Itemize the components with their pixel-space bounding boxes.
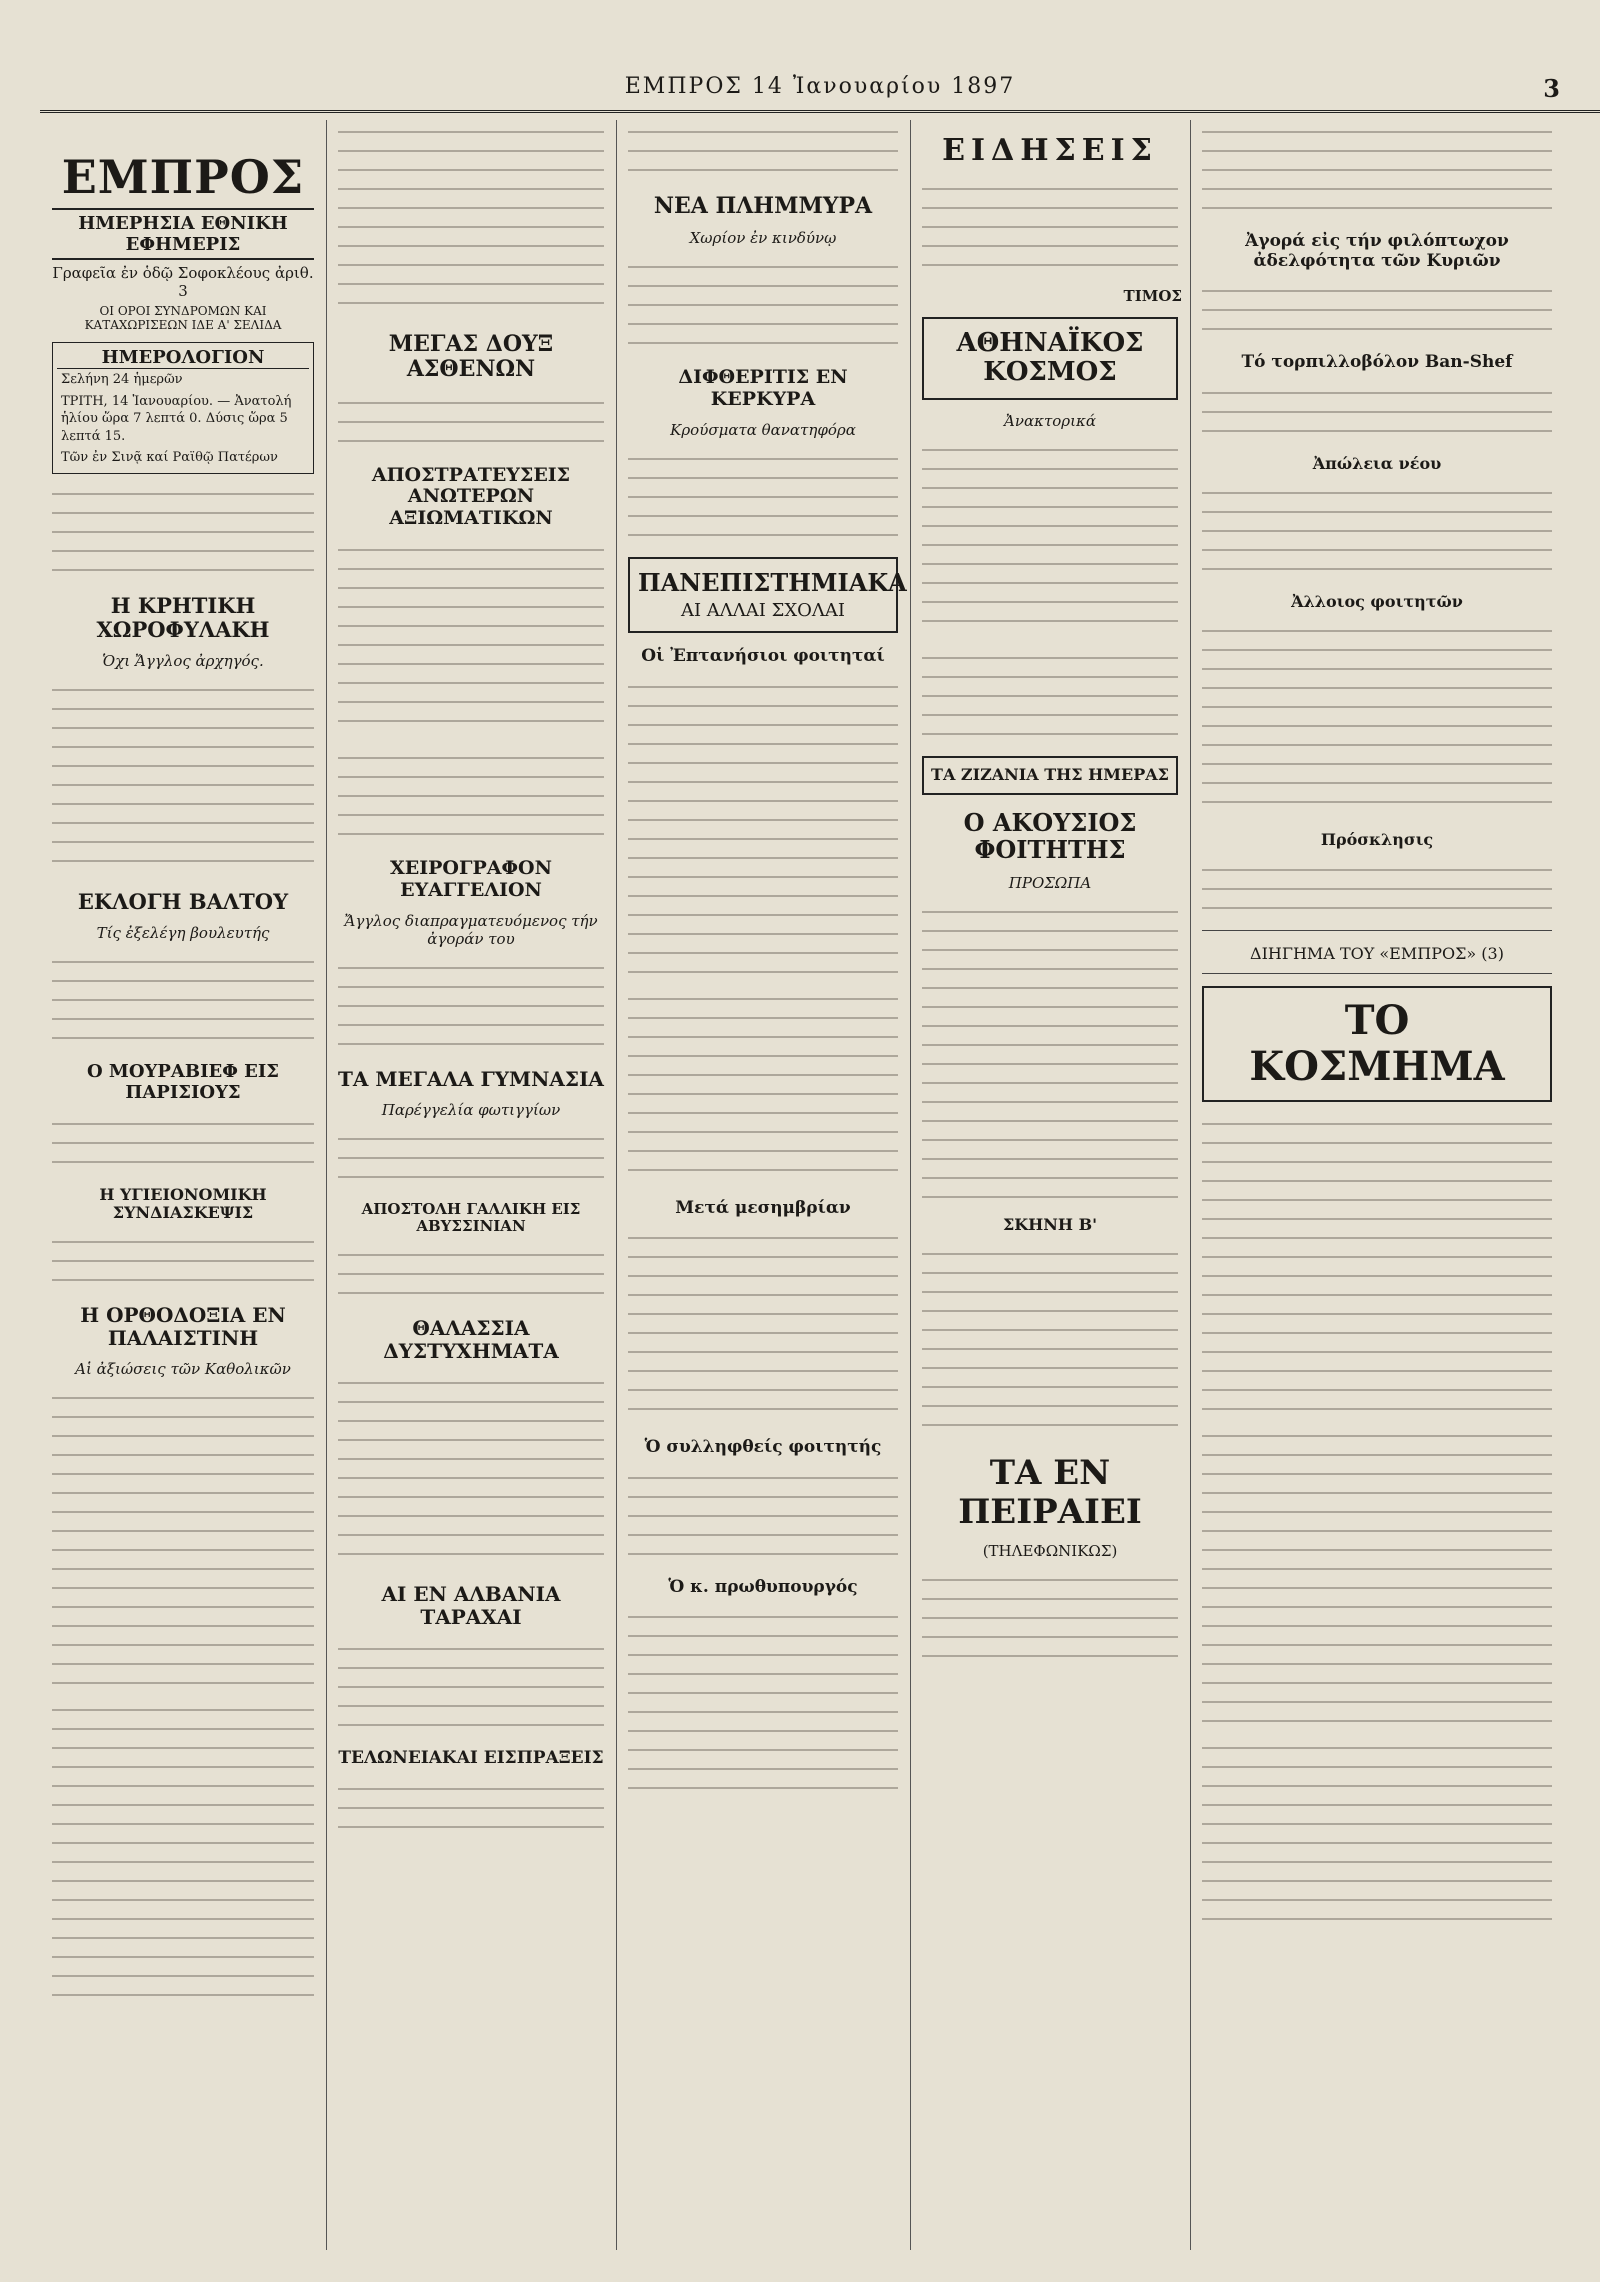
subheadline: Ὁχι Ἄγγλος ἀρχηγός. bbox=[102, 652, 264, 671]
article-text bbox=[922, 440, 1178, 636]
subheadline: Τίς ἐξελέγη βουλευτής bbox=[96, 924, 270, 943]
headline: ΝΕΑ ΠΛΗΜΜΥΡΑ bbox=[653, 193, 873, 219]
subheadline: Χωρίον ἐν κινδύνῳ bbox=[689, 229, 837, 248]
article-text bbox=[1202, 860, 1552, 918]
masthead-tagline: ΗΜΕΡΗΣΙΑ ΕΘΝΙΚΗ ΕΦΗΜΕΡΙΣ bbox=[52, 208, 314, 260]
headline: ΕΙΔΗΣΕΙΣ bbox=[942, 133, 1158, 168]
subheadline: Ἀνακτορικά bbox=[1004, 412, 1096, 431]
headline: Η ΟΡΘΟΔΟΞΙΑ ΕΝ ΠΑΛΑΙΣΤΙΝΗ bbox=[80, 1303, 286, 1351]
divider bbox=[1202, 930, 1552, 931]
article-text bbox=[52, 952, 314, 1048]
article-text bbox=[338, 1245, 604, 1303]
headline: Οἱ Ἐπτανήσιοι φοιτηταί bbox=[641, 646, 885, 667]
page-number: 3 bbox=[1543, 74, 1560, 103]
column-rule bbox=[910, 120, 911, 2250]
headline: ΑΠΟΣΤΡΑΤΕΥΣΕΙΣ ΑΝΩΤΕΡΩΝ ΑΞΙΩΜΑΤΙΚΩΝ bbox=[371, 463, 571, 530]
article-text bbox=[628, 449, 898, 545]
headline: Μετά μεσημβρίαν bbox=[675, 1197, 851, 1218]
headline: Τό τορπιλλοβόλον Ban-Shef bbox=[1241, 352, 1513, 373]
column-rule bbox=[616, 120, 617, 2250]
masthead bbox=[52, 150, 314, 332]
running-head bbox=[40, 70, 1600, 113]
column-5 bbox=[1194, 120, 1560, 2250]
section-heading-box bbox=[922, 317, 1178, 401]
article-text bbox=[922, 1244, 1178, 1440]
section-heading: ΤΑ ΖΙΖΑΝΙΑ ΤΗΣ ΗΜΕΡΑΣ bbox=[931, 765, 1169, 785]
subheadline: (ΤΗΛΕΦΩΝΙΚΩΣ) bbox=[982, 1542, 1118, 1561]
subheadline: Παρέγγελία φωτιγγίων bbox=[381, 1100, 561, 1119]
article-text bbox=[338, 122, 604, 318]
calendar-line: Τῶν ἐν Σινᾷ καί Ραϊθῷ Πατέρων bbox=[61, 450, 278, 466]
headline: Ο ΜΟΥΡΑΒΙΕΦ ΕΙΣ ΠΑΡΙΣΙΟΥΣ bbox=[86, 1061, 280, 1103]
article-text bbox=[52, 1114, 314, 1172]
article-text bbox=[52, 1388, 314, 1688]
article-text bbox=[52, 1232, 314, 1290]
headline: Ἀπώλεια νέου bbox=[1312, 453, 1442, 473]
article-text bbox=[52, 680, 314, 876]
article-text bbox=[922, 648, 1178, 744]
article-text bbox=[1202, 1738, 1552, 1934]
section-heading: ΠΑΝΕΠΙΣΤΗΜΙΑΚΑ bbox=[638, 567, 907, 597]
calendar-box bbox=[52, 342, 314, 474]
article-text bbox=[338, 748, 604, 844]
article-text bbox=[338, 1639, 604, 1735]
subheadline: Αἱ ἀξιώσεις τῶν Καθολικῶν bbox=[75, 1360, 291, 1379]
section-heading: ΤΟ ΚΟΣΜΗΜΑ bbox=[1249, 997, 1505, 1091]
article-text bbox=[338, 393, 604, 451]
headline: ΔΙΦΘΕΡΙΤΙΣ ΕΝ ΚΕΡΚΥΡΑ bbox=[678, 366, 848, 411]
calendar-line: Σελήνη 24 ἡμερῶν bbox=[61, 372, 183, 387]
subheadline: ΠΡΟΣΩΠΑ bbox=[1008, 873, 1092, 892]
headline: Η ΚΡΗΤΙΚΗ ΧΩΡΟΦΥΛΑΚΗ bbox=[96, 592, 270, 642]
headline: Ἀλλοιος φοιτητῶν bbox=[1291, 592, 1463, 612]
running-head-title: ΕΜΠΡΟΣ 14 Ἰανουαρίου 1897 bbox=[624, 74, 1016, 99]
calendar-title: ΗΜΕΡΟΛΟΓΙΟΝ bbox=[57, 347, 309, 369]
headline: ΕΚΛΟΓΗ ΒΑΛΤΟΥ bbox=[77, 889, 289, 915]
article-text bbox=[1202, 1114, 1552, 1414]
headline: ΜΕΓΑΣ ΔΟΥΞ ΑΣΘΕΝΩΝ bbox=[388, 331, 554, 383]
column-rule bbox=[1190, 120, 1191, 2250]
headline: ΧΕΙΡΟΓΡΑΦΟΝ ΕΥΑΓΓΕΛΙΟΝ bbox=[390, 857, 552, 901]
divider bbox=[1202, 973, 1552, 974]
headline: Πρόσκλησις bbox=[1320, 830, 1434, 850]
column-2 bbox=[330, 120, 612, 2250]
article-text bbox=[628, 257, 898, 353]
section-heading-box bbox=[1202, 986, 1552, 1102]
subheadline: Ἄγγλος διαπραγματευόμενος τήν ἀγοράν του bbox=[344, 911, 598, 948]
article-text bbox=[338, 540, 604, 736]
headline: ΘΑΛΑΣΣΙΑ ΔΥΣΤΥΧΗΜΑΤΑ bbox=[383, 1316, 559, 1364]
masthead-address: Γραφεῖα ἐν ὁδῷ Σοφοκλέους ἀριθ. 3 bbox=[52, 264, 314, 300]
section-heading: ΑΘΗΝΑΪΚΟΣ ΚΟΣΜΟΣ bbox=[956, 327, 1144, 388]
article-text bbox=[628, 677, 898, 977]
headline: Ὁ συλληφθείς φοιτητής bbox=[644, 1437, 882, 1458]
article-text bbox=[1202, 1426, 1552, 1726]
headline: ΤΑ ΜΕΓΑΛΑ ΓΥΜΝΑΣΙΑ bbox=[338, 1066, 604, 1091]
section-heading-box bbox=[922, 756, 1178, 794]
column-1 bbox=[44, 120, 322, 2250]
article-text bbox=[628, 1228, 898, 1424]
article-text bbox=[922, 1570, 1178, 1666]
article-text bbox=[1202, 383, 1552, 441]
section-heading-box bbox=[628, 557, 907, 633]
headline: Ἀγορά εἰς τήν φιλόπτωχον ἀδελφότητα τῶν Κυριῶν bbox=[1245, 231, 1509, 271]
headline: ΤΕΛΩΝΕΙΑΚΑΙ ΕΙΣΠΡΑΞΕΙΣ bbox=[338, 1748, 604, 1769]
signature: ΤΙΜΟΣ bbox=[1123, 286, 1182, 305]
article-text bbox=[628, 122, 898, 180]
article-text bbox=[1202, 122, 1552, 218]
headline: ΣΚΗΝΗ Β' bbox=[1002, 1214, 1098, 1234]
headline: ΑΙ ΕΝ ΑΛΒΑΝΙΑ ΤΑΡΑΧΑΙ bbox=[381, 1582, 561, 1630]
article-text bbox=[1202, 483, 1552, 579]
column-rule bbox=[326, 120, 327, 2250]
column-4 bbox=[914, 120, 1186, 2250]
masthead-name: ΕΜΠΡΟΣ bbox=[61, 150, 305, 204]
serial-heading: ΔΙΗΓΗΜΑ ΤΟΥ «ΕΜΠΡΟΣ» (3) bbox=[1250, 943, 1504, 963]
article-text bbox=[1202, 621, 1552, 817]
article-text bbox=[1202, 281, 1552, 339]
headline: Η ΥΓΙΕΙΟΝΟΜΙΚΗ ΣΥΝΔΙΑΣΚΕΨΙΣ bbox=[99, 1184, 267, 1222]
headline: ΑΠΟΣΤΟΛΗ ΓΑΛΛΙΚΗ ΕΙΣ ΑΒΥΣΣΙΝΙΑΝ bbox=[361, 1199, 581, 1236]
headline: Ὁ κ. πρωθυπουργός bbox=[668, 1576, 858, 1597]
masthead-terms: ΟΙ ΟΡΟΙ ΣΥΝΔΡΟΜΩΝ ΚΑΙ ΚΑΤΑΧΩΡΙΣΕΩΝ ΙΔΕ Α' ΣΕΛΙΔΑ bbox=[84, 304, 282, 332]
headline: Ο ΑΚΟΥΣΙΟΣ ΦΟΙΤΗΤΗΣ bbox=[963, 807, 1137, 865]
column-3 bbox=[620, 120, 906, 2250]
subheadline: Κρούσματα θανατηφόρα bbox=[670, 420, 856, 439]
article-text bbox=[52, 1700, 314, 2000]
article-text bbox=[338, 1373, 604, 1569]
headline: ΤΑ ΕΝ ΠΕΙΡΑΙΕΙ bbox=[958, 1453, 1142, 1533]
calendar-line: ΤΡΙΤΗ, 14 Ἰανουαρίου. — Ἀνατολή ἡλίου ὥρα 7 λεπτά 0. Δύσις ὥρα 5 λεπτά 15. bbox=[61, 393, 292, 444]
article-text bbox=[628, 1607, 898, 1803]
article-text bbox=[338, 1129, 604, 1187]
article-text bbox=[922, 179, 1178, 275]
article-text bbox=[52, 484, 314, 580]
article-text bbox=[628, 989, 898, 1185]
article-text bbox=[922, 902, 1178, 1202]
article-text bbox=[338, 958, 604, 1054]
section-subheading: ΑΙ ΑΛΛΑΙ ΣΧΟΛΑΙ bbox=[680, 599, 846, 621]
article-text bbox=[628, 1468, 898, 1564]
article-text bbox=[338, 1779, 604, 1837]
